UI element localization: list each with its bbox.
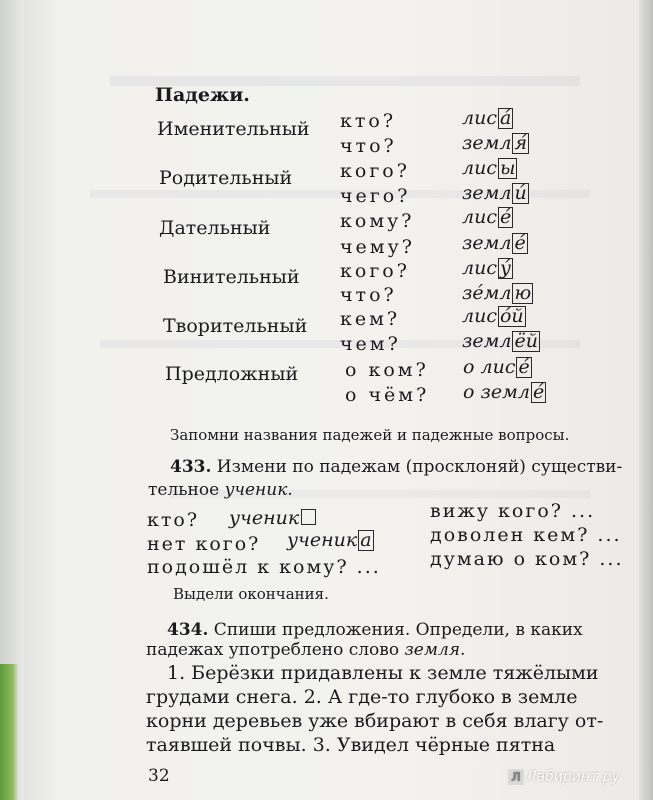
exercise-433-footer: Выдели окончания. [173,585,329,603]
exercise-text: Спиши предложения. Определи, в каких [208,620,583,640]
decline-question: кто? [147,509,200,531]
case-question: чем? [340,333,401,355]
ending-box: а́ [499,107,512,129]
ending-box: ы [499,157,516,179]
case-name: Предложный [165,363,299,385]
exercise-word: ученик. [224,480,293,500]
example-word [462,206,513,228]
case-name: Именительный [157,118,310,140]
example-word [463,381,546,403]
ending-box: я́ [514,132,528,154]
example-word [463,356,532,378]
ending-box: е́ [514,232,526,254]
case-name: Винительный [163,266,300,288]
exercise-word: земля. [404,640,466,660]
case-question: чего? [340,185,411,207]
ending-box: и́ [514,182,527,204]
case-question: кем? [340,308,401,330]
exercise-text: падежах употреблено слово [146,640,405,660]
decline-word [229,507,316,529]
exercise-number: 433. [170,457,212,477]
ending-box: у́ [499,257,512,279]
exercise-434-line [146,640,465,660]
example-word [462,107,513,129]
exercise-sentence: 1. Берёзки придавлены к земле тяжёлыми [167,662,599,684]
example-word [462,282,533,304]
page-right-edge [639,0,653,800]
example-word [462,330,540,352]
word-stem: лис [462,257,497,279]
case-question: кого? [340,160,410,182]
word-stem: лис [462,206,497,228]
case-question: что? [340,284,397,306]
exercise-434-heading [167,620,583,640]
exercise-sentence: таявшей почвы. 3. Увидел чёрные пятна [146,734,556,756]
decline-question: думаю о ком? ... [430,548,624,570]
example-word [462,157,517,179]
case-name: Родительный [159,167,293,189]
word-stem: лис [462,305,497,327]
decline-question: вижу кого? ... [430,500,596,522]
ending-box: е́ [518,356,530,378]
ending-box: е́ [499,206,512,228]
example-word [462,132,529,154]
exercise-433-heading [170,457,622,477]
labirint-logo-icon: Л [508,769,524,785]
example-word [462,305,526,327]
decline-question: подошёл к кому? ... [147,556,381,578]
word-stem: лис [462,157,497,179]
case-question: кому? [340,210,415,232]
case-question: кто? [340,110,397,132]
word-stem: о земл [463,381,530,403]
exercise-sentence: грудами снега. 2. А где-то глубоко в земле [146,686,578,708]
case-name: Творительный [163,315,308,337]
case-question: что? [340,135,397,157]
word-stem: земл [462,132,512,154]
case-question: кого? [340,260,410,282]
word-stem: о лис [463,356,516,378]
exercise-sentence: корни деревьев уже вбирают в себя влагу от- [146,710,604,732]
watermark-text: Лабиринт.ру [526,769,620,785]
ending-box: о́й [499,305,524,327]
page-color-strip [0,664,18,800]
word-stem: земл [462,182,512,204]
word-stem: лис [462,107,497,129]
page-number: 32 [148,766,170,786]
case-name: Дательный [159,217,271,239]
show-through-line [110,64,580,86]
exercise-433-line [148,480,293,500]
watermark [508,769,620,785]
case-question: чему? [340,236,415,258]
exercise-number: 434. [167,620,209,640]
case-question: о ком? [345,359,429,381]
exercise-text: Измени по падежам (просклоняй) существи- [211,457,623,477]
ending-box: а [360,529,372,551]
decline-question: доволен кем? ... [430,524,622,546]
remember-note: Запомни названия падежей и падежные вопросы. [170,426,570,444]
exercise-text: тельное [148,480,225,500]
ending-box: ёй [514,330,538,352]
ending-box: е́ [532,381,545,403]
example-word [462,232,528,254]
example-word [462,182,529,204]
example-word [462,257,513,279]
decline-question: нет кого? [147,533,261,555]
word-stem: земл [462,330,512,352]
decline-word [287,529,374,551]
word-stem: земл [462,232,512,254]
empty-ending-box [301,509,316,525]
word-stem: ученик [287,529,358,551]
section-title: Падежи. [155,84,250,106]
case-question: о чём? [345,384,430,406]
ending-box: ю [514,282,532,304]
word-stem: зе́мл [462,282,512,304]
word-stem: ученик [229,507,300,529]
